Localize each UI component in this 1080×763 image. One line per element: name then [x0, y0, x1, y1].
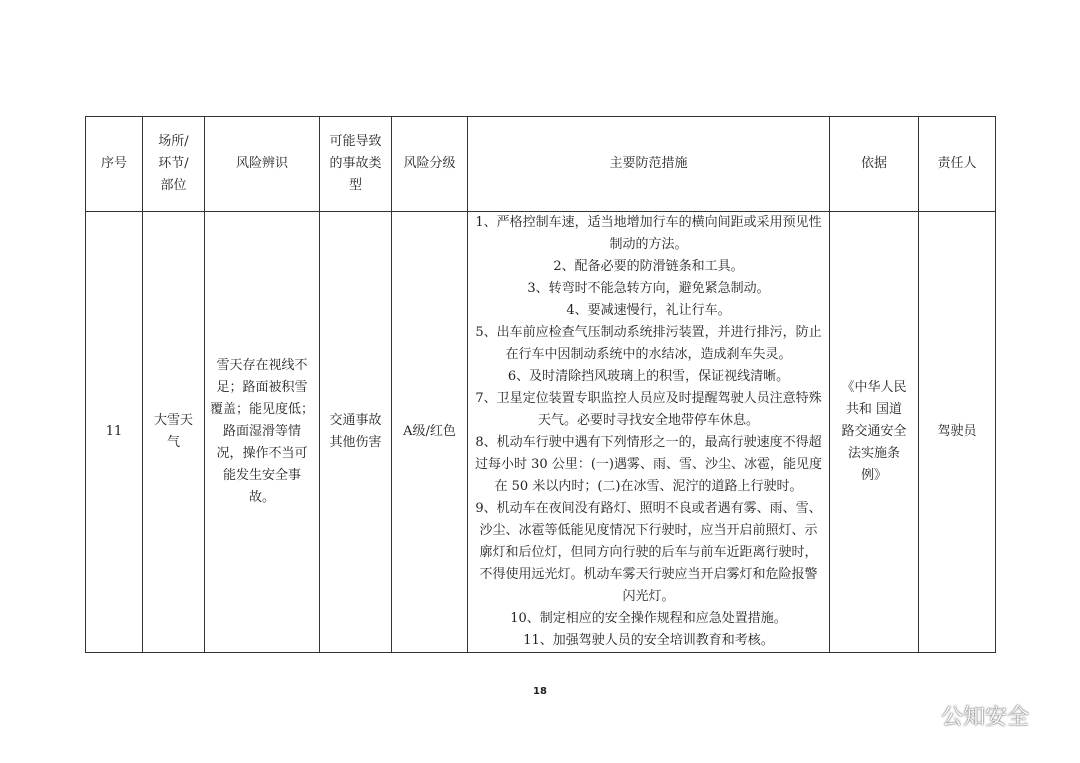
measure-line: 5、出车前应检查气压制动系统排污装置，并进行排污，防止	[475, 325, 822, 340]
measure-line: 8、机动车行驶中遇有下列情形之一的，最高行驶速度不得超	[475, 435, 822, 450]
watermark-text: 公知安全	[941, 705, 1030, 730]
measure-line: 7、卫星定位装置专职监控人员应及时提醒驾驶人员注意特殊	[475, 391, 822, 406]
header-risk-identify: 风险辨识	[205, 117, 320, 212]
measure-line: 9、机动车在夜间没有路灯、照明不良或者遇有雾、雨、雪、	[475, 501, 822, 516]
cell-basis: 《中华人民 共和 国道 路交通安全 法实施条 例》	[830, 212, 919, 653]
measure-line: 制动的方法。	[609, 237, 688, 252]
cell-responsible: 驾驶员	[919, 212, 996, 653]
header-risk-level: 风险分级	[392, 117, 468, 212]
cell-place: 大雪天 气	[143, 212, 205, 653]
measure-line: 11、加强驾驶人员的安全培训教育和考核。	[523, 633, 774, 648]
cell-risk-identify: 雪天存在视线不 足；路面被积雪 覆盖；能见度低； 路面湿滑等情 况，操作不当可 能发生安全事 故。	[205, 212, 320, 653]
cell-seq: 11	[86, 212, 143, 653]
measure-line: 1、严格控制车速，适当地增加行车的横向间距或采用预见性	[475, 215, 822, 230]
measure-line: 10、制定相应的安全操作规程和应急处置措施。	[510, 611, 787, 626]
cell-accident-type: 交通事故 其他伤害	[320, 212, 392, 653]
measure-line: 4、要减速慢行，礼让行车。	[566, 303, 731, 318]
cell-measures	[468, 212, 830, 653]
measure-line: 沙尘、冰雹等低能见度情况下行驶时，应当开启前照灯、示	[479, 523, 818, 538]
risk-table	[85, 116, 996, 653]
measure-line: 在 50 米以内时；(二)在冰雪、泥泞的道路上行驶时。	[494, 479, 803, 494]
measure-line: 2、配备必要的防滑链条和工具。	[553, 259, 744, 274]
cell-risk-level: A级/红色	[392, 212, 468, 653]
watermark	[905, 700, 1029, 731]
header-responsible: 责任人	[919, 117, 996, 212]
measure-line: 天气。必要时寻找安全地带停车休息。	[537, 413, 759, 428]
header-measures: 主要防范措施	[468, 117, 830, 212]
header-accident-type: 可能导致 的事故类 型	[320, 117, 392, 212]
measure-line: 闪光灯。	[622, 589, 675, 604]
page-number: 18	[533, 686, 547, 697]
wechat-icon	[905, 703, 935, 729]
measure-line: 在行车中因制动系统中的水结冰，造成刹车失灵。	[505, 347, 792, 362]
header-basis: 依据	[830, 117, 919, 212]
measure-line: 6、及时清除挡风玻璃上的积雪，保证视线清晰。	[507, 369, 790, 384]
measure-line: 廓灯和后位灯，但同方向行驶的后车与前车近距离行驶时，	[479, 545, 818, 560]
measure-line: 3、转弯时不能急转方向，避免紧急制动。	[527, 281, 770, 296]
measure-line: 不得使用远光灯。机动车雾天行驶应当开启雾灯和危险报警	[479, 567, 818, 582]
header-seq: 序号	[86, 117, 143, 212]
header-place: 场所/ 环节/ 部位	[143, 117, 205, 212]
measure-line: 过每小时 30 公里：(一)遇雾、雨、雪、沙尘、冰雹，能见度	[475, 457, 822, 472]
table-row	[86, 212, 996, 653]
header-row	[86, 117, 996, 212]
